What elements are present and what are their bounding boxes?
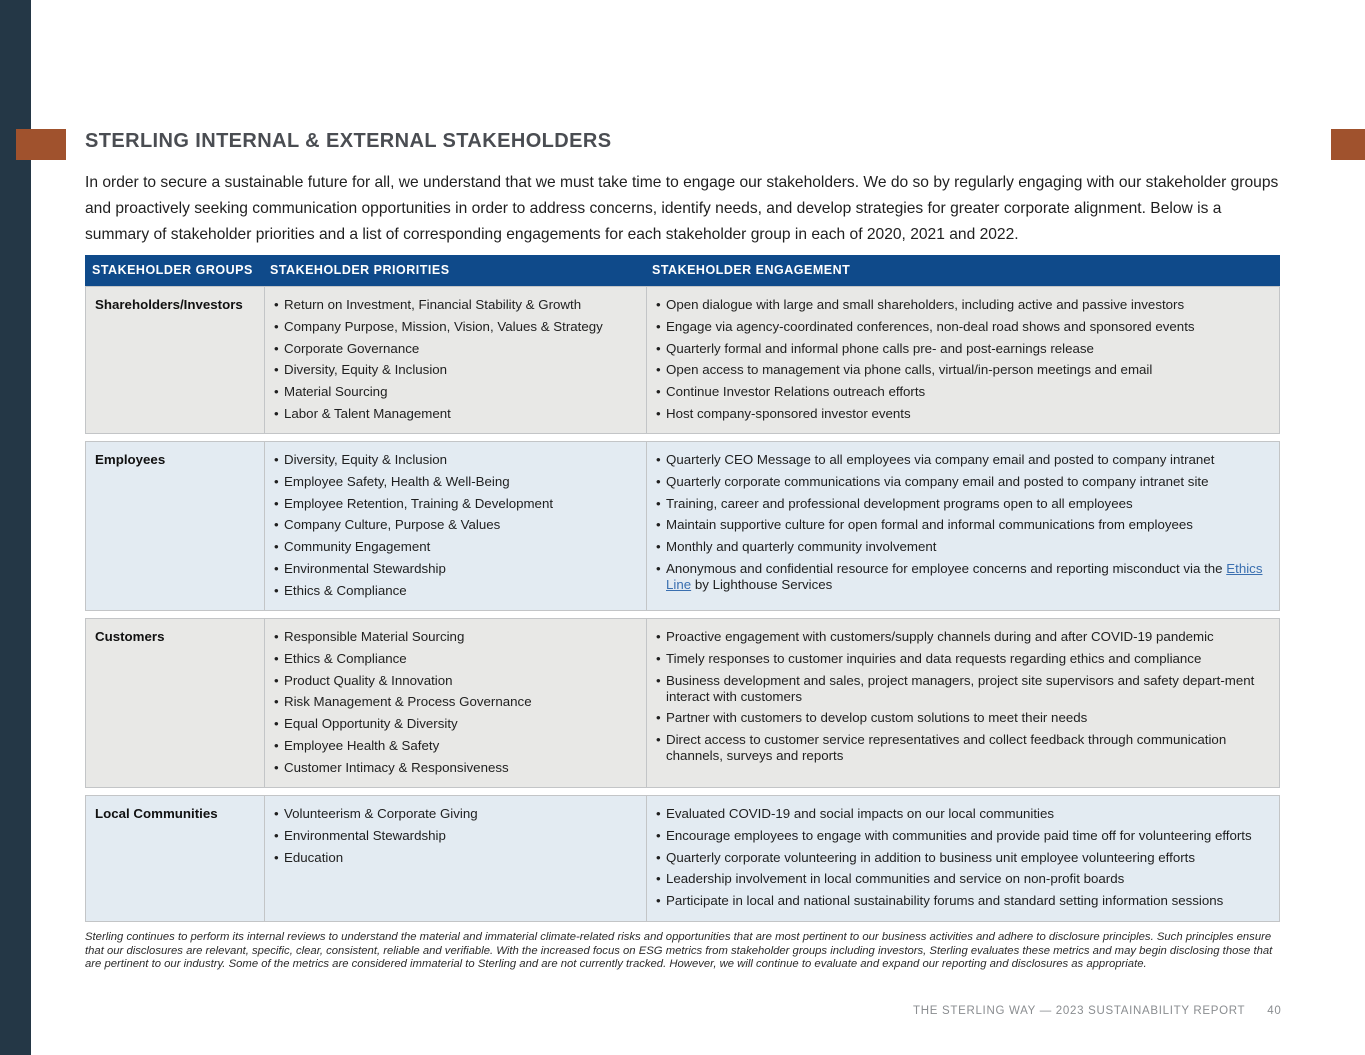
priority-item: • Education (274, 850, 635, 866)
engagement-item: • Participate in local and national sustainability forums and standard setting information sessions (656, 893, 1267, 909)
stakeholder-row-customers (85, 618, 1280, 788)
accent-tab-right (1331, 129, 1365, 160)
engagement-item: • Engage via agency-coordinated conferences, non-deal road shows and sponsored events (656, 319, 1267, 335)
priority-item: • Environmental Stewardship (274, 561, 635, 577)
priorities-list (274, 297, 635, 428)
group-name: Employees (95, 452, 166, 467)
priority-item: • Responsible Material Sourcing (274, 629, 635, 645)
priority-item: • Employee Retention, Training & Development (274, 496, 635, 512)
priorities-cell (264, 287, 647, 433)
accent-tab-left (16, 129, 66, 160)
group-cell (86, 442, 264, 610)
header-engagement: STAKEHOLDER ENGAGEMENT (652, 263, 851, 277)
table-header (85, 255, 1280, 286)
group-cell (86, 619, 264, 787)
priority-item: • Employee Safety, Health & Well-Being (274, 474, 635, 490)
stakeholder-row-local-communities (85, 795, 1280, 922)
engagement-text: Anonymous and confidential resource for employee concerns and reporting misconduct via the (666, 560, 1227, 576)
stakeholder-row-employees (85, 441, 1280, 611)
priority-item: • Customer Intimacy & Responsiveness (274, 760, 635, 776)
priorities-cell (264, 619, 647, 787)
priorities-list (274, 629, 635, 782)
engagement-item: • Direct access to customer service representatives and collect feedback through communication channels, surveys and reports (656, 732, 1267, 764)
engagement-list (656, 297, 1267, 428)
priority-item: • Risk Management & Process Governance (274, 694, 635, 710)
engagement-item: • Leadership involvement in local communities and service on non-profit boards (656, 871, 1267, 887)
engagement-item: • Quarterly corporate volunteering in addition to business unit employee volunteering efforts (656, 850, 1267, 866)
footnote: Sterling continues to perform its internal reviews to understand the material and immaterial climate-related risks and opportunities that are most pertinent to our business activities and adhere to disclosure principles. Such principles ensure that our disclosures are relevant, specific, clear, consistent, reliable and verifiable. With the increased focus on ESG metrics from stakeholder groups including investors, Sterling evaluates these metrics and may begin disclosing those that are pertinent to our industry. Some of the metrics are considered immaterial to Sterling and are not currently tracked. However, we will continue to evaluate and expand our reporting and disclosures as appropriate. (85, 931, 1273, 971)
priority-item: • Product Quality & Innovation (274, 673, 635, 689)
engagement-item: • Partner with customers to develop custom solutions to meet their needs (656, 710, 1267, 726)
group-name: Local Communities (95, 806, 218, 821)
engagement-item: • Timely responses to customer inquiries and data requests regarding ethics and compliance (656, 651, 1267, 667)
priority-item: • Volunteerism & Corporate Giving (274, 806, 635, 822)
group-cell (86, 796, 264, 921)
priority-item: • Material Sourcing (274, 384, 635, 400)
engagement-item (656, 561, 1267, 593)
engagement-item: • Host company-sponsored investor events (656, 406, 1267, 422)
group-name: Shareholders/Investors (95, 297, 243, 312)
priority-item: • Employee Health & Safety (274, 738, 635, 754)
intro-paragraph: In order to secure a sustainable future for all, we understand that we must take time to engage our stakeholders. We do so by regularly engaging with our stakeholder groups and proactively seeking communication opportunities in order to address concerns, identify needs, and develop strategies for greater corporate alignment. Below is a summary of stakeholder priorities and a list of corresponding engagements for each stakeholder group in each of 2020, 2021 and 2022. (85, 174, 1279, 243)
engagement-item: • Open dialogue with large and small shareholders, including active and passive investors (656, 297, 1267, 313)
engagement-item: • Training, career and professional development programs open to all employees (656, 496, 1267, 512)
page-title: STERLING INTERNAL & EXTERNAL STAKEHOLDERS (85, 130, 612, 152)
engagement-text: by Lighthouse Services (691, 576, 833, 592)
engagement-item: • Encourage employees to engage with communities and provide paid time off for volunteering efforts (656, 828, 1267, 844)
priority-item: • Diversity, Equity & Inclusion (274, 362, 635, 378)
engagement-list (656, 452, 1267, 599)
header-groups: STAKEHOLDER GROUPS (92, 263, 253, 277)
priorities-cell (264, 796, 647, 921)
engagement-item: • Evaluated COVID-19 and social impacts on our local communities (656, 806, 1267, 822)
priority-item: • Ethics & Compliance (274, 583, 635, 599)
report-name: THE STERLING WAY — 2023 SUSTAINABILITY REPORT (913, 1005, 1246, 1017)
engagement-cell (646, 442, 1279, 610)
priorities-cell (264, 442, 647, 610)
page-number: 40 (1267, 1005, 1282, 1017)
engagement-item: • Monthly and quarterly community involvement (656, 539, 1267, 555)
engagement-cell (646, 796, 1279, 921)
priority-item: • Ethics & Compliance (274, 651, 635, 667)
engagement-list (656, 806, 1267, 915)
engagement-item: • Business development and sales, project managers, project site supervisors and safety depart-ment interact with customers (656, 673, 1267, 705)
engagement-item: • Open access to management via phone calls, virtual/in-person meetings and email (656, 362, 1267, 378)
priority-item: • Diversity, Equity & Inclusion (274, 452, 635, 468)
priorities-list (274, 452, 635, 605)
stakeholder-row-shareholders (85, 286, 1280, 434)
engagement-item: • Proactive engagement with customers/supply channels during and after COVID-19 pandemic (656, 629, 1267, 645)
header-priorities: STAKEHOLDER PRIORITIES (270, 263, 450, 277)
priority-item: • Equal Opportunity & Diversity (274, 716, 635, 732)
engagement-item: • Continue Investor Relations outreach efforts (656, 384, 1267, 400)
group-cell (86, 287, 264, 433)
ethics-line-link[interactable]: Ethics Line (666, 560, 1263, 592)
priority-item: • Community Engagement (274, 539, 635, 555)
priority-item: • Return on Investment, Financial Stability & Growth (274, 297, 635, 313)
engagement-cell (646, 619, 1279, 787)
engagement-item: • Quarterly CEO Message to all employees via company email and posted to company intranet (656, 452, 1267, 468)
page-footer (913, 1005, 1282, 1017)
priority-item: • Corporate Governance (274, 341, 635, 357)
engagement-cell (646, 287, 1279, 433)
engagement-list (656, 629, 1267, 770)
group-name: Customers (95, 629, 165, 644)
priority-item: • Company Culture, Purpose & Values (274, 517, 635, 533)
engagement-item: • Quarterly corporate communications via company email and posted to company intranet site (656, 474, 1267, 490)
priorities-list (274, 806, 635, 871)
priority-item: • Company Purpose, Mission, Vision, Values & Strategy (274, 319, 635, 335)
engagement-item: • Quarterly formal and informal phone calls pre- and post-earnings release (656, 341, 1267, 357)
engagement-item: • Maintain supportive culture for open formal and informal communications from employees (656, 517, 1267, 533)
priority-item: • Labor & Talent Management (274, 406, 635, 422)
priority-item: • Environmental Stewardship (274, 828, 635, 844)
